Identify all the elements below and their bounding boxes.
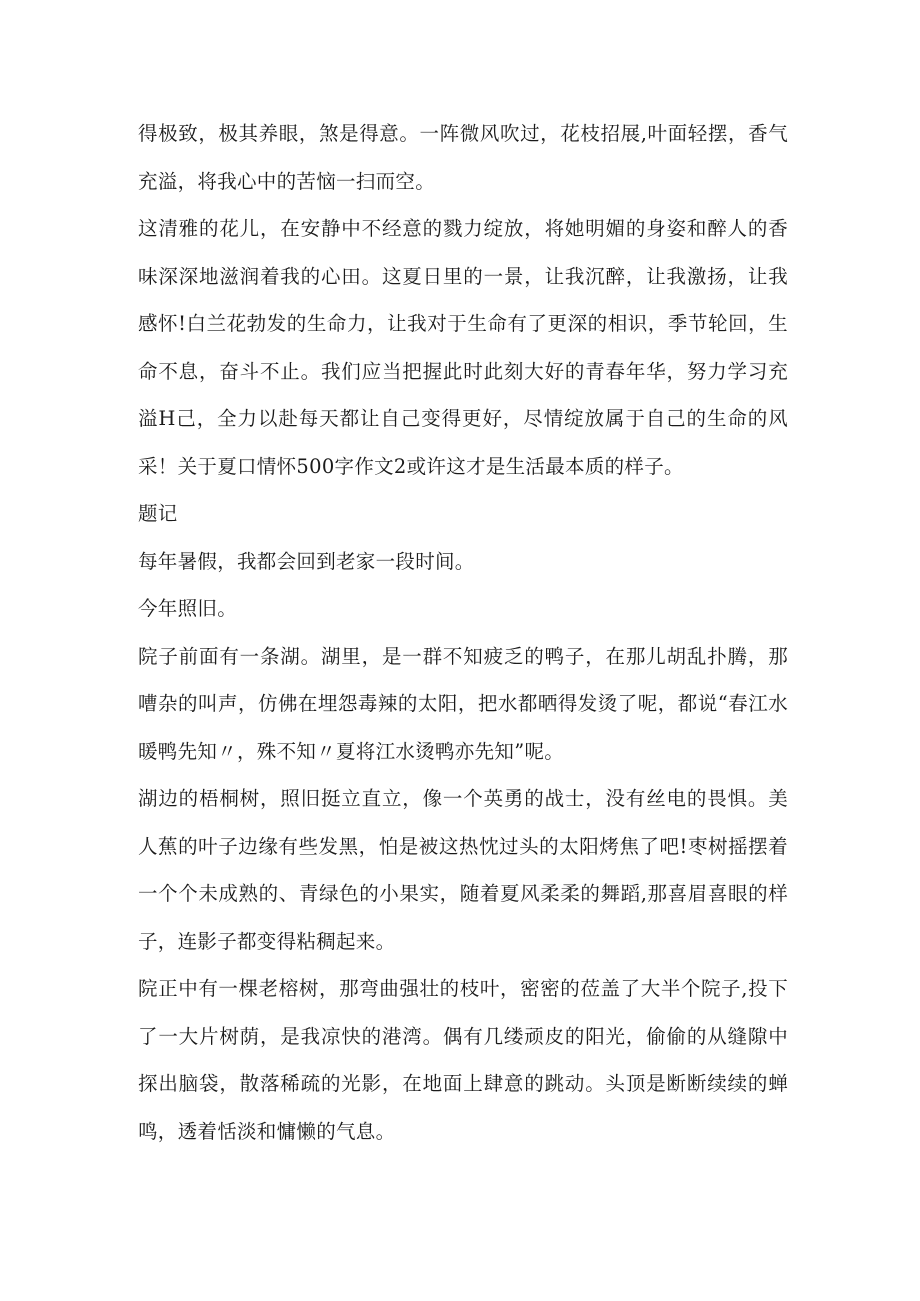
paragraph-1: 得极致，极其养眼，煞是得意。一阵微风吹过，花枝招展,叶面轻摆，香气充溢，将我心中的苦恼一扫而空。 bbox=[138, 122, 788, 193]
paragraph-6: 院子前面有一条湖。湖里，是一群不知疲乏的鸭子，在那儿胡乱扑腾，那嘈杂的叫声，仿佛在埋怨毒辣的太阳，把水都晒得发烫了呢，都说“春江水暖鸭先知〃，殊不知〃夏将江水烫鸭亦先知”呢。 bbox=[138, 644, 788, 763]
paragraph-5: 今年照旧。 bbox=[138, 597, 238, 620]
paragraph-2: 这清雅的花儿，在安静中不经意的戮力绽放，将她明媚的身姿和醉人的香味深深地滋润着我的心田。这夏日里的一景，让我沉醉，让我激扬，让我感怀!白兰花勃发的生命力，让我对于生命有了更深的相识，季节轮回，生命不息，奋斗不止。我们应当把握此时此刻大好的青春年华，努力学习充溢H己，全力以赴每天都让自己变得更好，尽情绽放属于自己的生命的风采！关于夏口情怀500字作文2或许这才是生活最本质的样子。 bbox=[138, 217, 788, 478]
paragraph-3: 题记 bbox=[138, 502, 178, 525]
document-body bbox=[138, 110, 788, 1155]
paragraph-4: 每年暑假，我都会回到老家一段时间。 bbox=[138, 549, 475, 573]
paragraph-7: 湖边的梧桐树，照旧挺立直立，像一个英勇的战士，没有丝电的畏惧。美人蕉的叶子边缘有些发黑，怕是被这热忱过头的太阳烤焦了吧!枣树摇摆着一个个未成熟的、青绿色的小果实，随着夏风柔柔的舞蹈,那喜眉喜眼的样子，连影子都变得粘稠起来。 bbox=[138, 787, 788, 953]
paragraph-8: 院正中有一棵老榕树，那弯曲强壮的枝叶，密密的莅盖了大半个院子,投下了一大片树荫，是我凉快的港湾。偶有几缕顽皮的阳光，偷偷的从缝隙中探出脑袋，散落稀疏的光影，在地面上肆意的跳动。头顶是断断续续的蝉鸣，透着恬淡和慵懒的气息。 bbox=[138, 977, 788, 1143]
